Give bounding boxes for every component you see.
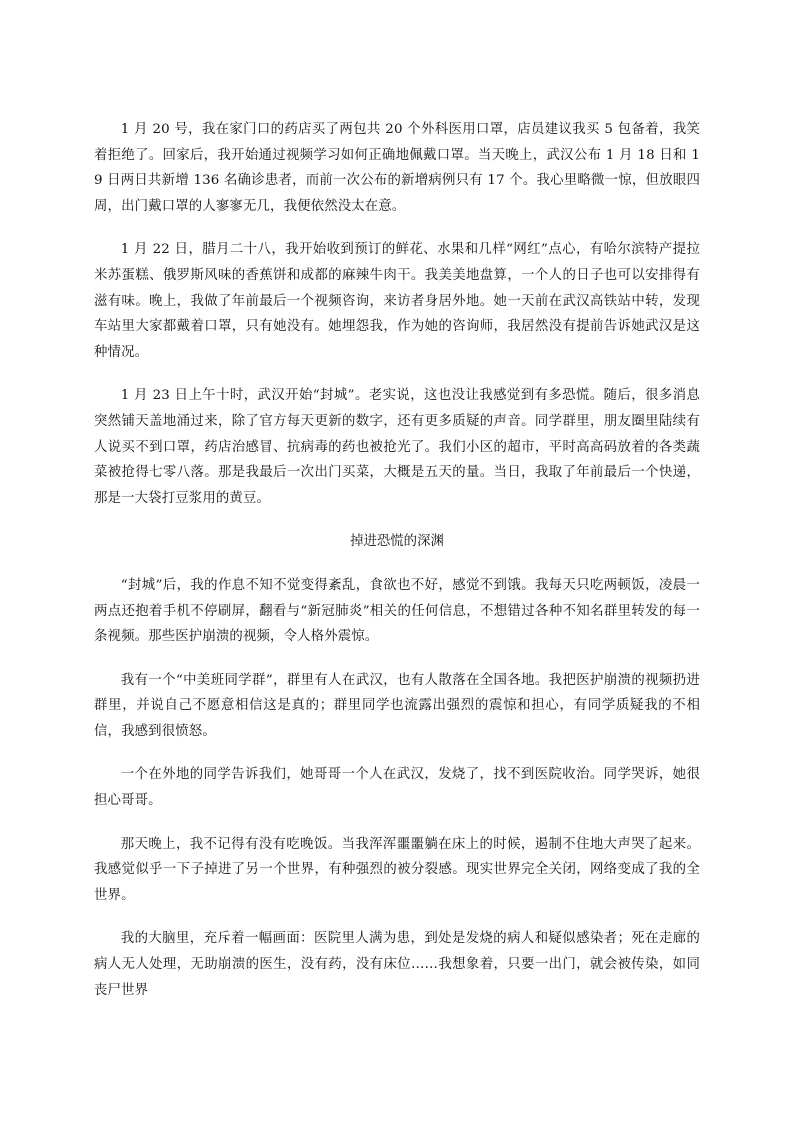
document-body (94, 117, 700, 1021)
paragraph-that-night: 那天晚上，我不记得有没有吃晚饭。当我浑浑噩噩躺在床上的时候，遏制不住地大声哭了起来。我感觉似乎一下子掉进了另一个世界，有种强烈的被分裂感。现实世界完全关闭，网络变成了我的全世界。 (94, 836, 700, 903)
paragraph-imagined-scene: 我的大脑里，充斥着一幅画面：医院里人满为患，到处是发烧的病人和疑似感染者；死在走廊的病人无人处理，无助崩溃的医生，没有药，没有床位……我想象着，只要一出门，就会被传染，如同丧尸世界 (94, 931, 700, 998)
paragraph-classmate-group: 我有一个“中美班同学群”，群里有人在武汉，也有人散落在全国各地。我把医护崩溃的视频扔进群里，并说自己不愿意相信这是真的；群里同学也流露出强烈的震惊和担心，有同学质疑我的不相信，我感到很愤怒。 (94, 672, 700, 739)
paragraph-classmate-brother: 一个在外地的同学告诉我们，她哥哥一个人在武汉，发烧了，找不到医院收治。同学哭诉，她很担心哥哥。 (94, 767, 700, 809)
paragraph-jan-20: 1 月 20 号，我在家门口的药店买了两包共 20 个外科医用口罩，店员建议我买 5 包备着，我笑着拒绝了。回家后，我开始通过视频学习如何正确地佩戴口罩。当天晚上，武汉公布 1 月 18 日和 19 日两日共新增 136 名确诊患者，而前一次公布的新增病例只有 17 个。我心里略微一惊，但放眼四周，出门戴口罩的人寥寥无几，我便依然没太在意。 (94, 122, 700, 214)
section-heading: 掉进恐慌的深渊 (350, 534, 444, 550)
paragraph-jan-22: 1 月 22 日，腊月二十八，我开始收到预订的鲜花、水果和几样“网红”点心，有哈尔滨特产提拉米苏蛋糕、俄罗斯风味的香蕉饼和成都的麻辣牛肉干。我美美地盘算，一个人的日子也可以安排得有滋有味。晚上，我做了年前最后一个视频咨询，来访者身居外地。她一天前在武汉高铁站中转，发现车站里大家都戴着口罩，只有她没有。她埋怨我，作为她的咨询师，我居然没有提前告诉她武汉是这种情况。 (94, 242, 700, 360)
paragraph-after-lockdown: “封城”后，我的作息不知不觉变得紊乱，食欲也不好，感觉不到饿。我每天只吃两顿饭，凌晨一两点还抱着手机不停刷屏，翻看与“新冠肺炎”相关的任何信息，不想错过各种不知名群里转发的每一条视频。那些医护崩溃的视频，令人格外震惊。 (94, 577, 700, 645)
paragraph-jan-23: 1 月 23 日上午十时，武汉开始“封城”。老实说，这也没让我感觉到有多恐慌。随后，很多消息突然铺天盖地涌过来，除了官方每天更新的数字，还有更多质疑的声音。同学群里，朋友圈里陆续有人说买不到口罩，药店治感冒、抗病毒的药也被抢光了。我们小区的超市，平时高高码放着的各类蔬菜被抢得七零八落。那是我最后一次出门买菜，大概是五天的量。当日，我取了年前最后一个快递，那是一大袋打豆浆用的黄豆。 (94, 388, 700, 506)
